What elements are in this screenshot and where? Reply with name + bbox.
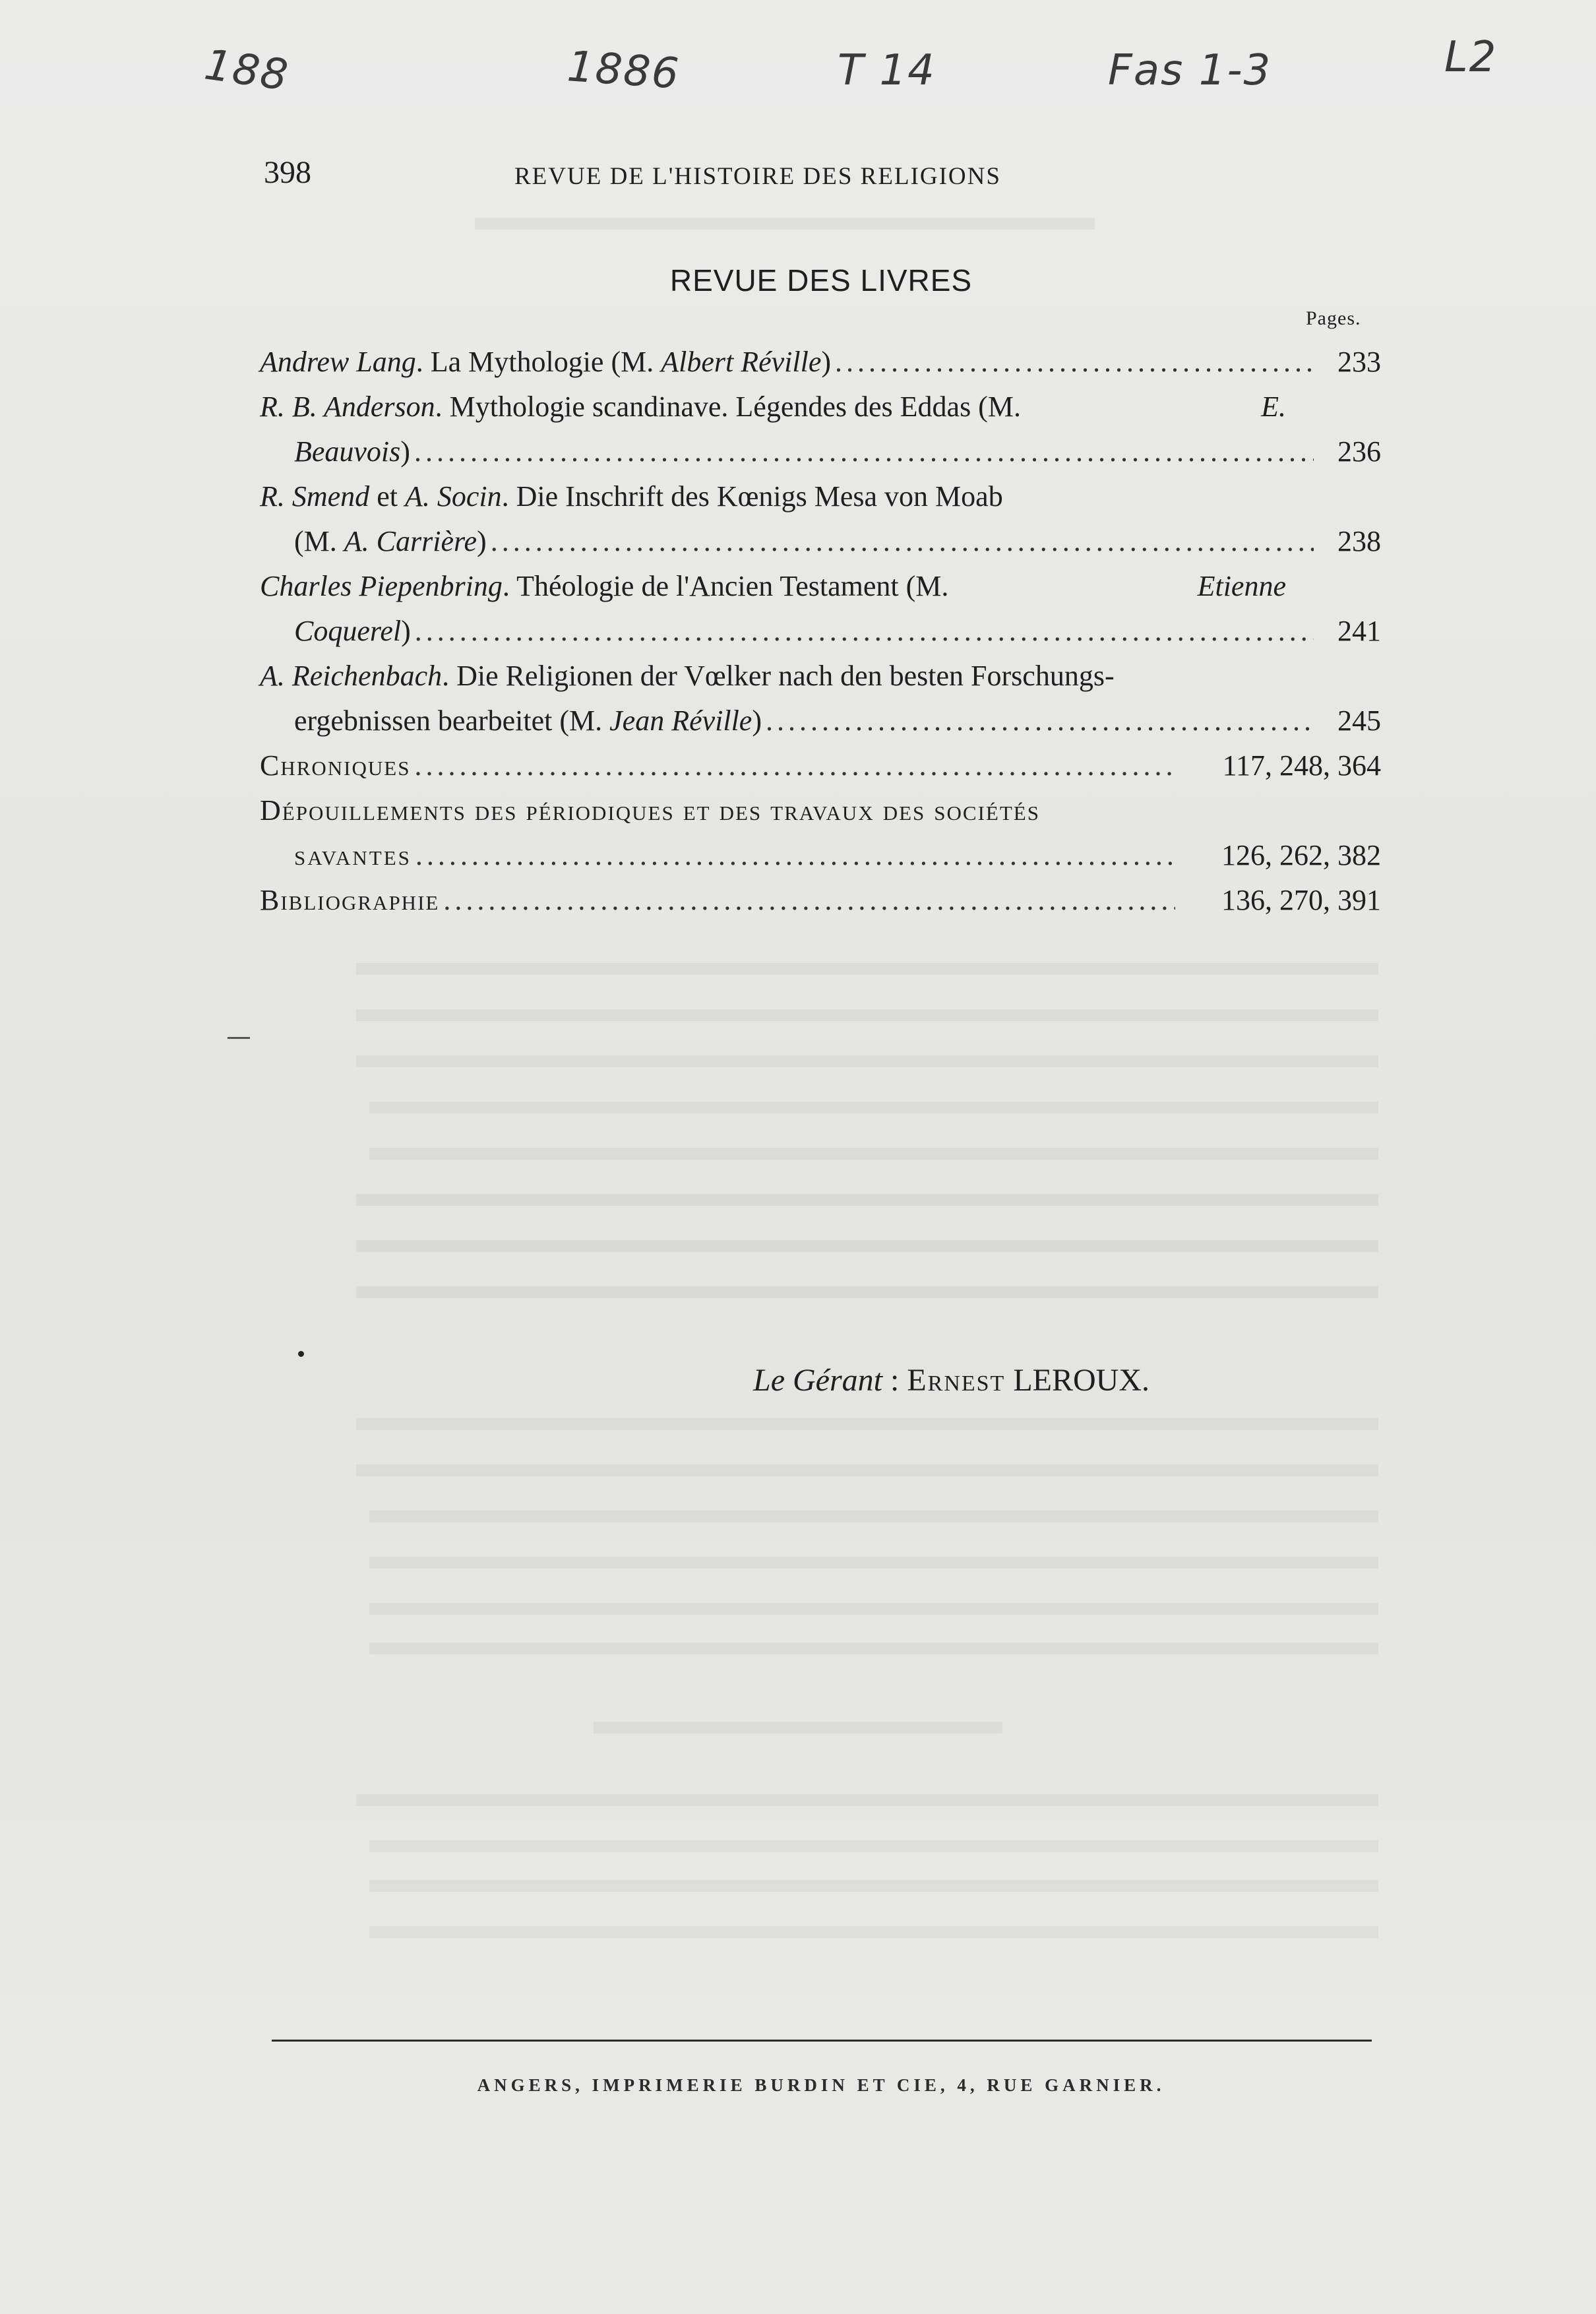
entry-page: 236 — [1337, 435, 1381, 468]
entry-page: 233 — [1337, 346, 1381, 378]
toc-entry — [260, 654, 1381, 743]
dot-leader — [491, 519, 1314, 564]
dot-leader — [415, 833, 1175, 878]
toc-entry — [260, 564, 1381, 654]
entry-title: . Die Religionen der Vœlker nach den besten Forschungs- — [442, 660, 1115, 692]
page-number: 398 — [264, 155, 311, 190]
show-through — [356, 1464, 1378, 1476]
toc-section-depouillements — [260, 788, 1381, 878]
entry-reviewer: A. Carrière — [344, 525, 477, 557]
printer-imprint: ANGERS, IMPRIMERIE BURDIN ET CIE, 4, RUE GARNIER. — [477, 2075, 1165, 2095]
dot-leader — [443, 878, 1175, 923]
toc-section-chroniques — [260, 743, 1381, 788]
entry-text: ergebnissen bearbeitet (M. — [294, 704, 610, 737]
table-of-contents — [260, 340, 1381, 923]
section-pages: 117, 248, 364 — [1222, 749, 1381, 782]
section-label: SAVANTES — [294, 846, 412, 869]
entry-reviewer: Jean Réville — [609, 704, 752, 737]
handwritten-mark: 1886 — [565, 42, 682, 99]
show-through — [369, 1557, 1378, 1569]
handwritten-mark: T 14 — [838, 46, 936, 95]
show-through — [356, 963, 1378, 975]
entry-text: ) — [400, 435, 410, 468]
ink-dot — [298, 1351, 304, 1357]
section-pages: 126, 262, 382 — [1221, 839, 1381, 871]
show-through — [594, 1722, 1002, 1734]
toc-entry — [260, 340, 1381, 385]
entry-reviewer: Albert Réville — [661, 346, 822, 378]
footer-rule — [272, 2040, 1372, 2042]
section-title: REVUE DES LIVRES — [669, 263, 973, 297]
entry-reviewer: Coquerel — [294, 615, 402, 647]
handwritten-mark: 188 — [201, 40, 292, 101]
running-head — [264, 152, 1385, 198]
gerant-label: Le Gérant — [753, 1363, 882, 1398]
entry-text: ) — [821, 346, 832, 378]
handwritten-mark: L2 — [1444, 33, 1498, 82]
toc-entry — [260, 385, 1381, 474]
show-through — [356, 1240, 1378, 1252]
pages-column-label: Pages. — [1306, 307, 1361, 329]
section-label: Dépouillements des périodiques et des travaux des sociétés — [260, 794, 1040, 827]
entry-author: A. Socin — [404, 480, 502, 513]
entry-title: . La Mythologie (M. — [415, 346, 661, 378]
entry-text: ) — [477, 525, 487, 557]
section-label: Chroniques — [260, 749, 411, 782]
show-through — [475, 218, 1095, 230]
show-through — [356, 1794, 1378, 1806]
show-through — [356, 1194, 1378, 1206]
entry-page: 245 — [1337, 704, 1381, 737]
entry-text: (M. — [294, 525, 344, 557]
dot-leader — [415, 609, 1314, 654]
entry-text: ) — [752, 704, 762, 737]
show-through — [369, 1102, 1378, 1113]
dot-leader — [414, 429, 1314, 474]
gerant-separator: : — [882, 1363, 907, 1398]
entry-text: et — [369, 480, 405, 513]
show-through — [356, 1055, 1378, 1067]
dot-leader — [766, 699, 1314, 743]
show-through — [369, 1926, 1378, 1938]
entry-title: . Die Inschrift des Kœnigs Mesa von Moab — [501, 480, 1003, 513]
show-through — [356, 1418, 1378, 1430]
entry-text: ) — [401, 615, 411, 647]
entry-author: Andrew Lang — [260, 346, 416, 378]
show-through — [369, 1603, 1378, 1615]
entry-reviewer: Etienne — [1197, 570, 1286, 602]
entry-reviewer: E. — [1261, 391, 1286, 423]
entry-author: R. B. Anderson — [260, 391, 435, 423]
show-through — [356, 1009, 1378, 1021]
entry-author: A. Reichenbach — [260, 660, 443, 692]
dot-leader — [414, 743, 1175, 788]
handwritten-mark: Fas 1-3 — [1108, 46, 1272, 95]
entry-author: Charles Piepenbring — [260, 570, 503, 602]
show-through — [369, 1148, 1378, 1160]
show-through — [369, 1880, 1378, 1892]
show-through — [369, 1840, 1378, 1852]
entry-title: . Mythologie scandinave. Légendes des Eddas (M. — [435, 391, 1021, 423]
entry-page: 238 — [1337, 525, 1381, 557]
gerant-first-name: Ernest — [907, 1363, 1006, 1398]
margin-mark — [228, 1037, 250, 1039]
entry-author: R. Smend — [260, 480, 370, 513]
show-through — [369, 1642, 1378, 1654]
section-pages: 136, 270, 391 — [1221, 884, 1381, 916]
toc-entry — [260, 474, 1381, 564]
publisher-manager-line — [753, 1362, 1150, 1398]
show-through — [356, 1286, 1378, 1298]
section-label: Bibliographie — [260, 884, 440, 916]
dot-leader — [835, 340, 1314, 385]
running-title: REVUE DE L'HISTOIRE DES RELIGIONS — [514, 163, 1001, 190]
toc-section-bibliographie — [260, 878, 1381, 923]
entry-reviewer: Beauvois — [294, 435, 401, 468]
entry-title: . Théologie de l'Ancien Testament (M. — [502, 570, 949, 602]
show-through — [369, 1511, 1378, 1522]
entry-page: 241 — [1337, 615, 1381, 647]
gerant-last-name: LEROUX. — [1013, 1363, 1150, 1398]
